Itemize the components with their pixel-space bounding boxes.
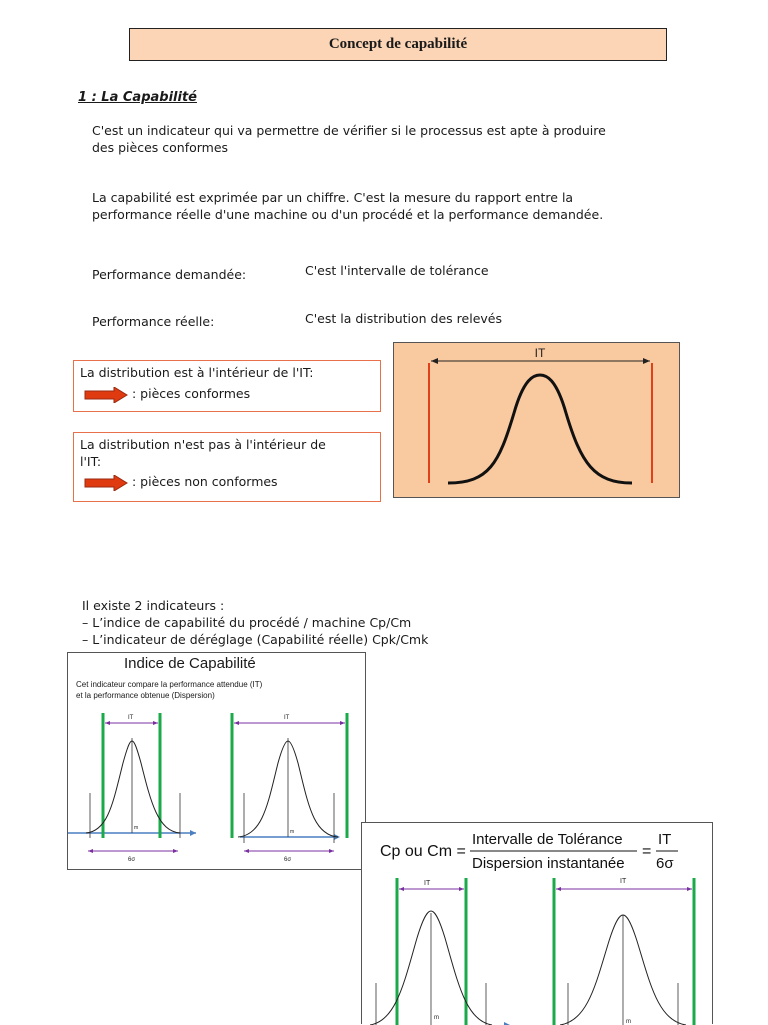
indicator-item-cp: – L’indice de capabilité du procédé / machine Cp/Cm <box>82 615 412 630</box>
indicators-list <box>82 597 428 648</box>
it-label-right: IT <box>284 715 290 721</box>
formula-it-label-left: IT <box>424 880 431 887</box>
formula-numerator: Intervalle de Tolérance <box>472 831 623 848</box>
conforming-result: : pièces conformes <box>131 386 251 401</box>
non-conforming-line-1: La distribution n'est pas à l'intérieur de <box>80 437 326 452</box>
m-label-left: m <box>134 825 139 831</box>
perf-demandee-value: C'est l'intervalle de tolérance <box>305 263 489 278</box>
document-title-box <box>129 28 667 61</box>
figure-title: Indice de Capabilité <box>124 655 256 672</box>
perf-reelle-label: Performance réelle: <box>92 314 215 329</box>
sigma-label-right: 6σ <box>284 857 292 863</box>
formula-m-label-right: m <box>626 1019 631 1025</box>
it-arrowhead-left <box>431 358 438 364</box>
non-conforming-note-box <box>73 432 381 502</box>
indicator-item-cpk: – L’indicateur de déréglage (Capabilité réelle) Cpk/Cmk <box>82 632 429 647</box>
conforming-note-text: La distribution est à l'intérieur de l'IT: <box>80 365 314 380</box>
red-arrow-icon <box>84 475 128 491</box>
it-label-left: IT <box>128 715 134 721</box>
it-arrowhead-right <box>643 358 650 364</box>
capability-curves-graphic <box>68 653 365 869</box>
capability-formula-graphic <box>362 823 712 1025</box>
formula-curve-group-right <box>554 878 694 1025</box>
formula-m-label-left: m <box>434 1015 439 1021</box>
perf-demandee-label: Performance demandée: <box>92 267 247 282</box>
curve-group-right <box>232 713 347 863</box>
indicators-intro: Il existe 2 indicateurs : <box>82 598 225 613</box>
document-title: Concept de capabilité <box>328 36 468 52</box>
curve-group-left <box>68 713 196 863</box>
formula-lhs: Cp ou Cm = <box>380 843 466 860</box>
non-conforming-result: : pièces non conformes <box>131 474 278 489</box>
figure-description-line-1: Cet indicateur compare la performance attendue (IT) <box>76 680 263 689</box>
formula-curve-group-left <box>370 878 510 1025</box>
sigma-label-left: 6σ <box>128 857 136 863</box>
capability-formula-figure <box>361 822 713 1024</box>
distribution-curve <box>448 375 632 483</box>
tolerance-diagram <box>393 342 680 498</box>
definition-line-1: C'est un indicateur qui va permettre de vérifier si le processus est apte à produire <box>92 123 606 138</box>
formula-it-label-right: IT <box>620 878 627 885</box>
expression-paragraph <box>92 189 603 223</box>
capability-index-figure <box>67 652 366 870</box>
definition-paragraph <box>92 122 606 156</box>
perf-reelle-value: C'est la distribution des relevés <box>305 311 502 326</box>
formula-equals: = <box>642 843 652 860</box>
formula-6sigma: 6σ <box>656 855 674 872</box>
conforming-note-box <box>73 360 381 412</box>
red-arrow-icon <box>84 387 128 403</box>
figure-description-line-2: et la performance obtenue (Dispersion) <box>76 691 215 700</box>
expression-line-1: La capabilité est exprimée par un chiffre. C'est la mesure du rapport entre la <box>92 190 574 205</box>
tolerance-diagram-graphic <box>394 343 681 499</box>
formula-it: IT <box>658 831 672 848</box>
formula-denominator: Dispersion instantanée <box>472 855 625 872</box>
non-conforming-line-2: l'IT: <box>80 454 102 469</box>
definition-line-2: des pièces conformes <box>92 140 229 155</box>
it-label: IT <box>534 346 546 360</box>
m-label-right: m <box>290 829 295 835</box>
expression-line-2: performance réelle d'une machine ou d'un procédé et la performance demandée. <box>92 207 604 222</box>
section-heading: 1 : La Capabilité <box>78 90 197 105</box>
